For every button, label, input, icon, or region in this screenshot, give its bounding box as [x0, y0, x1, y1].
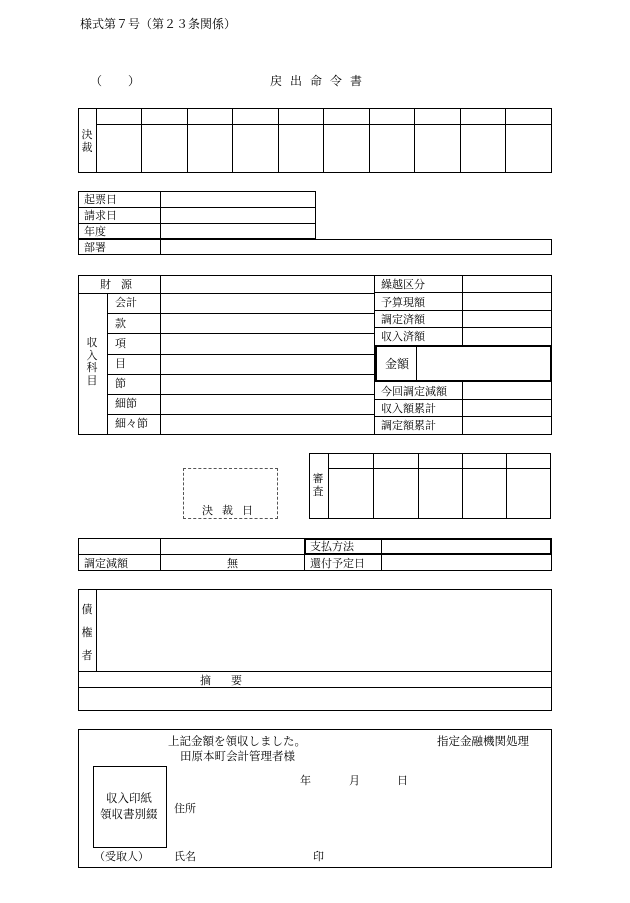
shunyu-kamoku-label: 収入科目 [86, 336, 98, 387]
zaigen-label: 財源 [100, 278, 142, 291]
shunyu-ruikei-label: 収入額累計 [381, 402, 436, 415]
chotei-ruikei-label: 調定額累計 [381, 419, 436, 432]
kurikoshi-label: 繰越区分 [381, 278, 425, 291]
kessaibi-label: 決裁日 [202, 504, 262, 517]
busho-row [78, 239, 552, 255]
kihyobi-label: 起票日 [84, 193, 117, 206]
mu-value: 無 [227, 557, 238, 570]
date-year: 年 [300, 774, 311, 787]
budget-item-kan: 款 [115, 317, 126, 330]
chotei-zumi-label: 調定済額 [381, 313, 425, 326]
busho-label: 部署 [84, 241, 106, 254]
kanpu-yoteibi-label: 還付予定日 [310, 557, 365, 570]
seikyubi-label: 請求日 [84, 209, 117, 222]
nendo-label: 年度 [84, 225, 106, 238]
budget-item-saisaisetsu: 細々節 [115, 417, 148, 430]
creditor-block [78, 589, 552, 711]
seal-mark: 印 [313, 850, 324, 863]
kingaku-label: 金額 [385, 357, 410, 371]
addressee-text: 田原本町会計管理者様 [180, 749, 295, 763]
date-month: 月 [349, 774, 360, 787]
shinsa-grid [309, 453, 551, 519]
paren-open: （ [90, 74, 103, 88]
budget-item-setsu: 節 [115, 377, 126, 390]
budget-item-kou: 項 [115, 337, 126, 350]
form-number: 様式第７号（第２３条関係） [80, 17, 237, 31]
bank-process-text: 指定金融機関処理 [437, 734, 529, 748]
kessai-label: 決裁 [81, 128, 93, 154]
paren-close: ） [128, 74, 141, 88]
tekiyo-label: 摘要 [200, 674, 262, 687]
yosan-genkaku-label: 予算現額 [381, 296, 425, 309]
shiharai-label: 支払方法 [310, 540, 354, 553]
received-text: 上記金額を領収しました。 [168, 734, 306, 748]
stamp-line1: 収入印紙 [106, 791, 152, 805]
chotei-gengaku-label: 調定減額 [84, 557, 128, 570]
shimei-label: 氏名 [174, 850, 196, 863]
date-day: 日 [397, 774, 408, 787]
shinsa-label: 審査 [312, 472, 324, 498]
uketorinin-label: （受取人） [94, 850, 149, 863]
budget-item-kaikei: 会計 [115, 296, 137, 309]
page-title: 戻出命令書 [270, 74, 371, 88]
approval-grid [78, 108, 552, 173]
jusho-label: 住所 [174, 802, 196, 815]
saikensha-label: 債権者 [81, 603, 93, 663]
shunyu-zumi-label: 収入済額 [381, 330, 425, 343]
konkai-chotei-label: 今回調定減額 [381, 385, 447, 398]
budget-item-saisetsu: 細節 [115, 397, 137, 410]
budget-item-moku: 目 [115, 357, 126, 370]
stamp-line2: 領収書別綴 [100, 807, 158, 821]
